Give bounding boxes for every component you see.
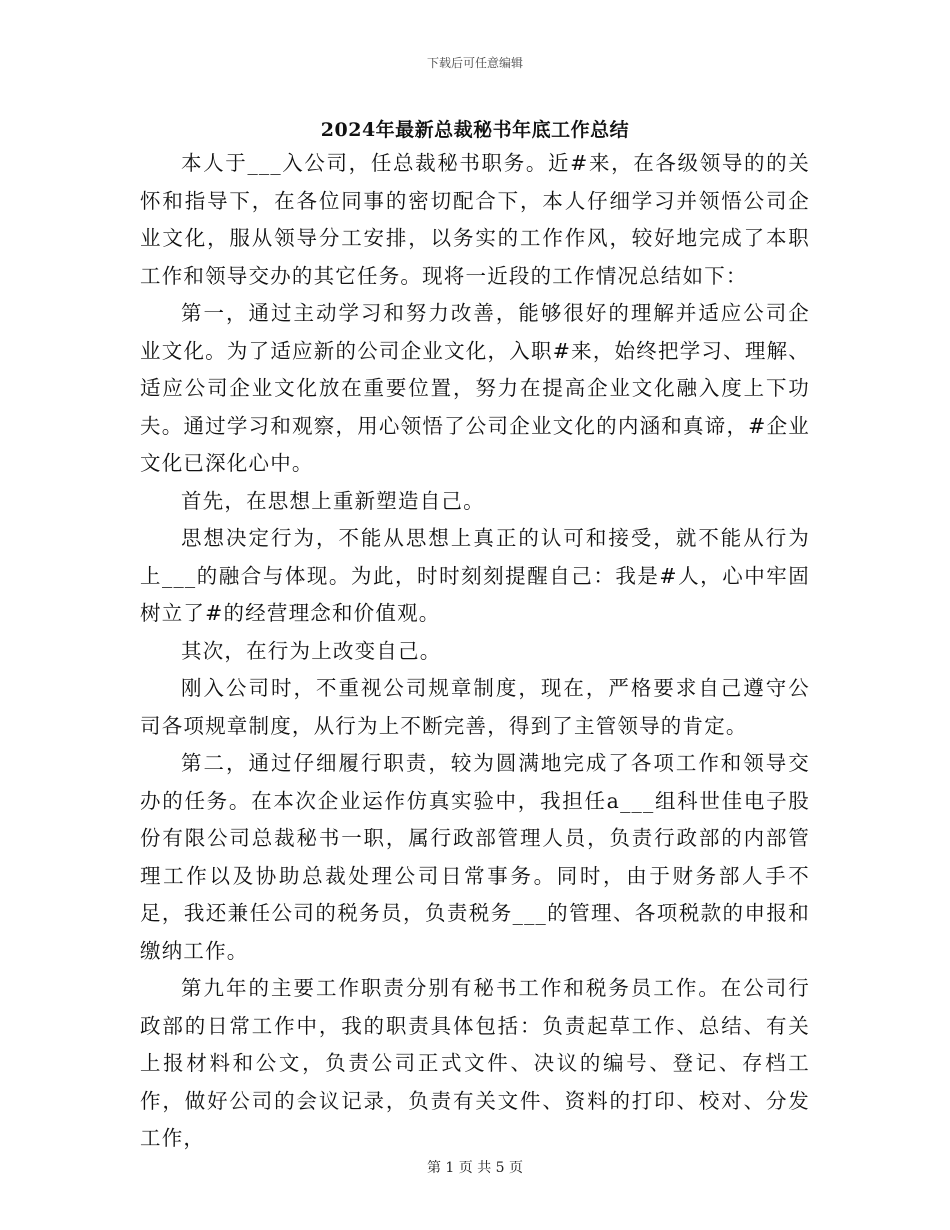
paragraph: 第一，通过主动学习和努力改善，能够很好的理解并适应公司企业文化。为了适应新的公司企业文化，入职#来，始终把学习、理解、适应公司企业文化放在重要位置，努力在提高企业文化融入度上下功夫。通过学习和观察，用心领悟了公司企业文化的内涵和真谛，#企业文化已深化心中。 <box>140 301 810 475</box>
paragraph: 刚入公司时，不重视公司规章制度，现在，严格要求自己遵守公司各项规章制度，从行为上不断完善，得到了主管领导的肯定。 <box>140 676 810 738</box>
header-note: 下载后可任意编辑 <box>426 56 523 70</box>
paragraph: 第九年的主要工作职责分别有秘书工作和税务员工作。在公司行政部的日常工作中，我的职责具体包括：负责起草工作、总结、有关上报材料和公文，负责公司正式文件、决议的编号、登记、存档工作，做好公司的会议记录，负责有关文件、资料的打印、校对、分发工作， <box>140 976 810 1150</box>
paragraph: 本人于___入公司，任总裁秘书职务。近#来，在各级领导的的关怀和指导下，在各位同事的密切配合下，本人仔细学习并领悟公司企业文化，服从领导分工安排，以务实的工作作风，较好地完成了本职工作和领导交办的其它任务。现将一近段的工作情况总结如下： <box>140 151 810 288</box>
page-footer: 第 1 页 共 5 页 <box>426 1160 524 1176</box>
document-title: 2024年最新总裁秘书年底工作总结 <box>320 119 630 141</box>
paragraph: 思想决定行为，不能从思想上真正的认可和接受，就不能从行为上___的融合与体现。为此，时时刻刻提醒自己：我是#人，心中牢固树立了#的经营理念和价值观。 <box>140 526 810 625</box>
paragraph: 其次，在行为上改变自己。 <box>181 638 442 663</box>
paragraph: 首先，在思想上重新塑造自己。 <box>181 488 485 513</box>
document-body <box>140 145 810 1158</box>
paragraph: 第二，通过仔细履行职责，较为圆满地完成了各项工作和领导交办的任务。在本次企业运作仿真实验中，我担任a___组科世佳电子股份有限公司总裁秘书一职，属行政部管理人员，负责行政部的内部管理工作以及协助总裁处理公司日常事务。同时，由于财务部人手不足，我还兼任公司的税务员，负责税务___的管理、各项税款的申报和缴纳工作。 <box>140 751 810 963</box>
